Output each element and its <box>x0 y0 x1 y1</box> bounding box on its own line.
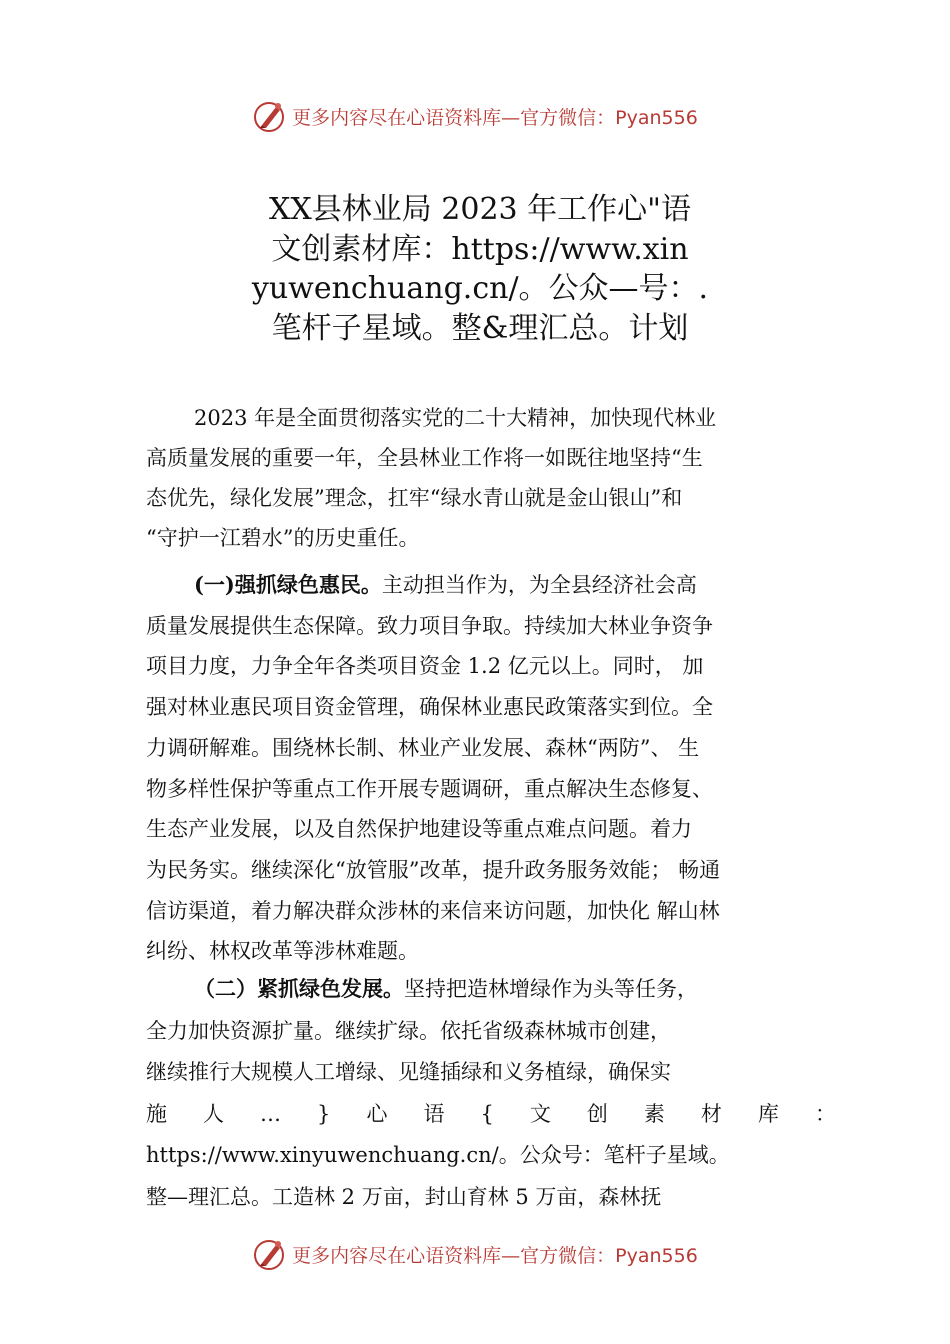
section-heading: （二）紧抓绿色发展。 <box>194 976 404 1001</box>
page-title <box>200 190 760 348</box>
text-line-spread: 施 人 … } 心 语 { 文 创 素 材 库 ： <box>146 1101 836 1126</box>
title-line: 文创素材库：https://www.xin <box>271 231 689 267</box>
wechat-id: Pyan556 <box>615 1244 698 1267</box>
text-line: 信访渠道，着力解决群众涉林的来信来访问题，加快化 解山林 <box>146 898 720 923</box>
text-line: 物多样性保护等重点工作开展专题调研，重点解决生态修复、 <box>146 776 713 801</box>
text-line: 强对林业惠民项目资金管理，确保林业惠民政策落实到位。全 <box>146 695 713 720</box>
banner-text: 更多内容尽在心语资料库—官方微信：Pyan556 <box>292 106 698 129</box>
title-line: XX县林业局 2023 年工作心"语 <box>269 192 691 227</box>
title-line: yuwenchuang.cn/。公众—号：. <box>251 271 709 306</box>
text-line: 整—理汇总。工造林 2 万亩，封山育林 5 万亩，森林抚 <box>146 1184 662 1209</box>
text-line: 态优先，绿化发展”理念，扛牢“绿水青山就是金山银山”和 <box>146 486 683 510</box>
wechat-id: Pyan556 <box>615 106 698 129</box>
text-line: 质量发展提供生态保障。致力项目争取。持续加大林业争资争 <box>146 613 713 638</box>
text-line: 力调研解难。围绕林长制、林业产业发展、森林“两防”、 生 <box>146 735 700 760</box>
text-line: 项目力度，力争全年各类项目资金 1.2 亿元以上。同时， 加 <box>146 654 704 679</box>
text-line: 全力加快资源扩量。继续扩绿。依托省级森林城市创建， <box>146 1018 671 1043</box>
text-line: 高质量发展的重要一年，全县林业工作将一如既往地坚持“生 <box>146 446 703 470</box>
paragraph-intro <box>146 398 836 558</box>
text-line: 生态产业发展，以及自然保护地建设等重点难点问题。着力 <box>146 817 692 842</box>
title-line: 笔杆子星域。整&理汇总。计划 <box>271 310 689 346</box>
paragraph-green-development <box>146 968 836 1219</box>
text-line: “守护一江碧水”的历史重任。 <box>146 526 420 550</box>
text-line: 2023 年是全面贯彻落实党的二十大精神，加快现代林业 <box>194 406 717 430</box>
footer-banner <box>0 1234 950 1274</box>
text-line: 纠纷、林权改革等涉林难题。 <box>146 939 419 964</box>
paragraph-green-welfare <box>146 565 836 972</box>
pen-nib-logo-icon <box>252 98 288 134</box>
text-line: https://www.xinyuwenchuang.cn/。公众号：笔杆子星域。 <box>146 1143 730 1168</box>
pen-nib-logo-icon <box>252 1236 288 1272</box>
text-line: （二）紧抓绿色发展。坚持把造林增绿作为头等任务， <box>194 976 698 1001</box>
banner-text: 更多内容尽在心语资料库—官方微信：Pyan556 <box>292 1244 698 1267</box>
text-line: 为民务实。继续深化“放管服”改革，提升政务服务效能； 畅通 <box>146 857 721 882</box>
text-line: 继续推行大规模人工增绿、见缝插绿和义务植绿，确保实 <box>146 1060 671 1085</box>
header-banner <box>0 96 950 136</box>
section-heading: (一)强抓绿色惠民。 <box>194 572 382 597</box>
text-line: (一)强抓绿色惠民。主动担当作为，为全县经济社会高 <box>194 572 697 597</box>
